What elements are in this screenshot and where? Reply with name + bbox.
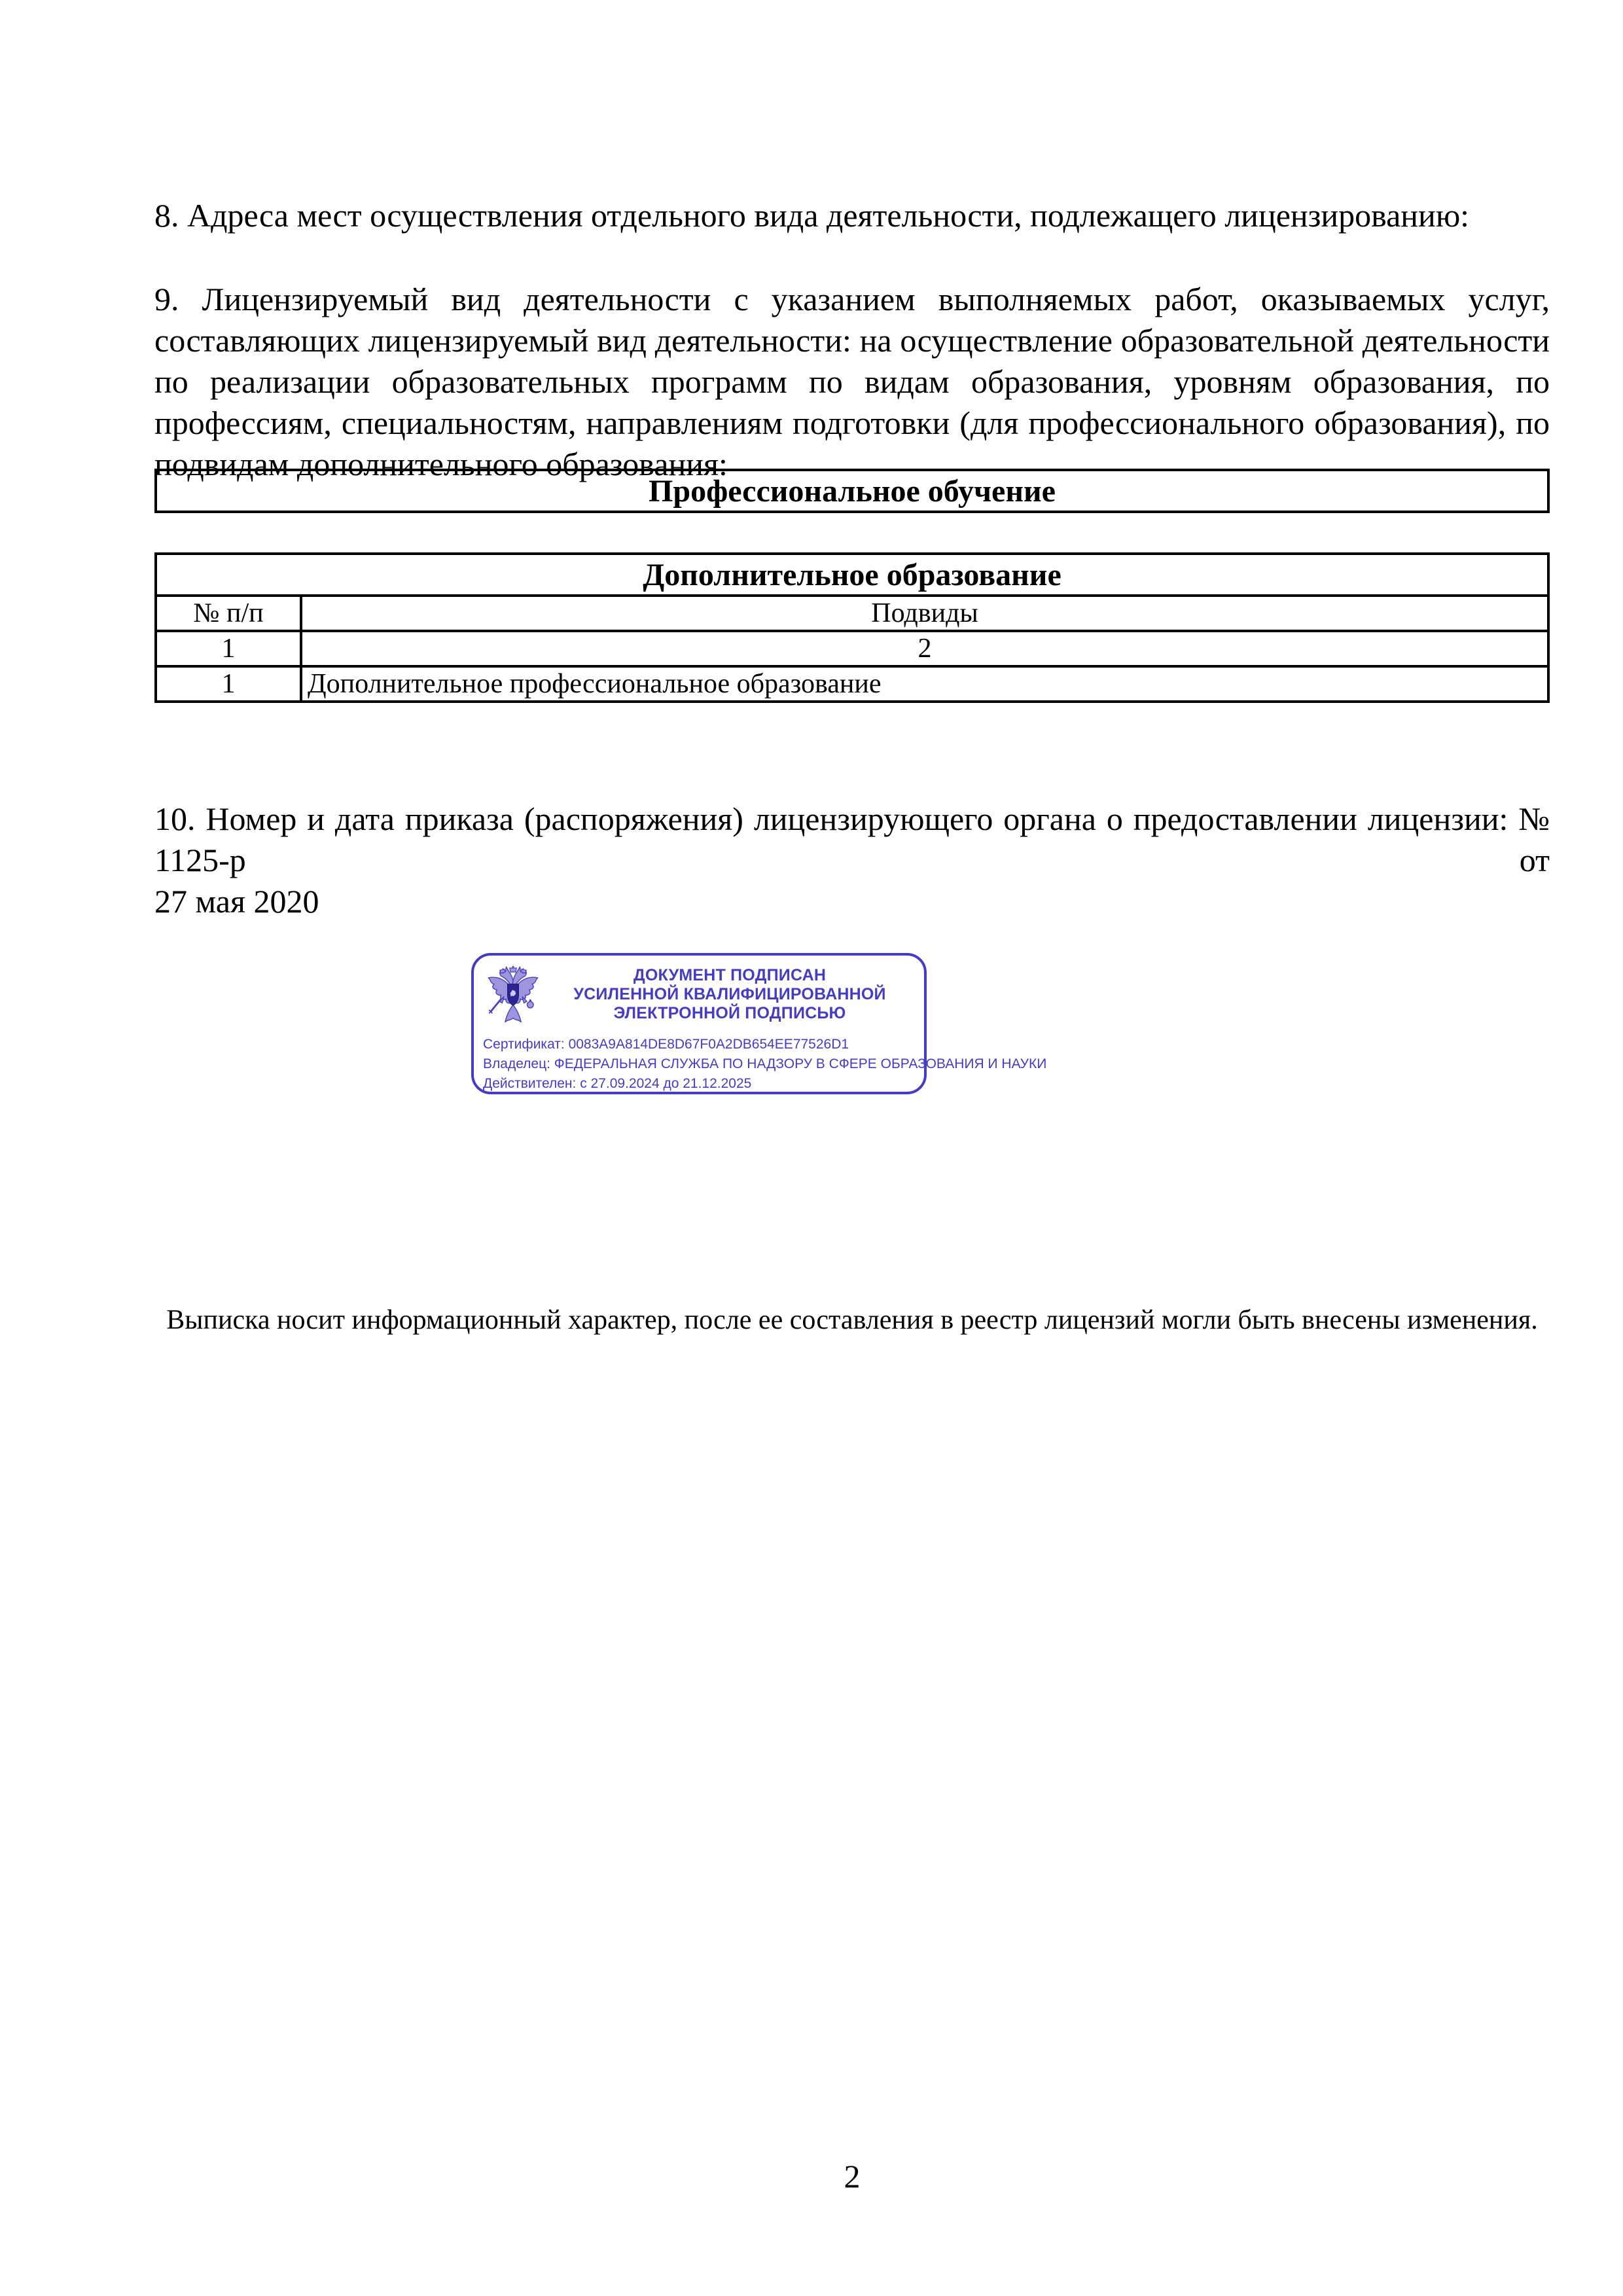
additional-education-table bbox=[154, 552, 1550, 703]
table-header-row bbox=[156, 554, 1548, 596]
column-header-subtypes: Подвиды bbox=[301, 596, 1548, 631]
stamp-validity: Действителен: с 27.09.2024 до 21.12.2025 bbox=[483, 1076, 752, 1091]
russian-coat-of-arms-icon bbox=[484, 963, 542, 1029]
stamp-title-line1: ДОКУМЕНТ ПОДПИСАН bbox=[633, 966, 827, 984]
stamp-title bbox=[546, 962, 914, 1023]
professional-training-table bbox=[154, 469, 1550, 513]
stamp-details bbox=[483, 1035, 1047, 1094]
paragraph-item-10-line1: 10. Номер и дата приказа (распоряжения) лицензирующего органа о предоставлении лицензии: № 1125-р от bbox=[154, 800, 1550, 878]
paragraph-item-8: 8. Адреса мест осуществления отдельного вида деятельности, подлежащего лицензированию: bbox=[154, 197, 1470, 234]
professional-training-title: Профессиональное обучение bbox=[156, 470, 1548, 512]
page-number: 2 bbox=[844, 2158, 861, 2195]
column-number-1: 1 bbox=[156, 631, 301, 666]
stamp-title-line3: ЭЛЕКТРОННОЙ ПОДПИСЬЮ bbox=[613, 1004, 846, 1022]
informational-note: Выписка носит информационный характер, после ее составления в реестр лицензий могли быть внесены изменения. bbox=[166, 1305, 1538, 1335]
stamp-top-row bbox=[483, 962, 914, 1029]
stamp-owner: Владелец: ФЕДЕРАЛЬНАЯ СЛУЖБА ПО НАДЗОРУ В СФЕРЕ ОБРАЗОВАНИЯ И НАУКИ bbox=[483, 1056, 1047, 1071]
paragraph-item-10 bbox=[154, 798, 1550, 922]
table-row bbox=[156, 666, 1548, 702]
professional-training-table-wrap bbox=[154, 469, 1550, 513]
stamp-title-line2: УСИЛЕННОЙ КВАЛИФИЦИРОВАННОЙ bbox=[573, 985, 886, 1003]
row-subtype-cell: Дополнительное профессиональное образование bbox=[301, 666, 1548, 702]
additional-education-table-wrap bbox=[154, 552, 1550, 703]
table-column-header-row bbox=[156, 596, 1548, 631]
row-number-cell: 1 bbox=[156, 666, 301, 702]
column-header-num: № п/п bbox=[156, 596, 301, 631]
stamp-certificate: Сертификат: 0083A9A814DE8D67F0A2DB654EE77526D1 bbox=[483, 1037, 849, 1052]
digital-signature-stamp bbox=[471, 953, 1047, 1094]
table-row bbox=[156, 470, 1548, 512]
column-number-2: 2 bbox=[301, 631, 1548, 666]
paragraph-item-9: 9. Лицензируемый вид деятельности с указанием выполняемых работ, оказываемых услуг, составляющих лицензируемый вид деятельности: на осуществление образовательной деятельности по реализации образовательных программ по видам образования, уровням образования, по профессиям, специальностям, направлениям подготовки (для профессионального образования), по подвидам дополнительного образования: bbox=[154, 281, 1550, 482]
additional-education-title: Дополнительное образование bbox=[156, 554, 1548, 596]
paragraph-item-10-line2: 27 мая 2020 bbox=[154, 883, 319, 920]
table-column-number-row bbox=[156, 631, 1548, 666]
